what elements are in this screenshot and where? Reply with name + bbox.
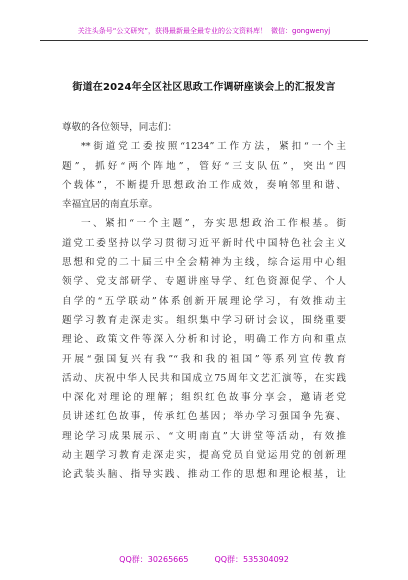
footer-qq-group-1: QQ群：30265665	[119, 555, 189, 564]
body-line: 题学习教育走深走实。组织集中学习研讨会议，围绕重要	[62, 314, 346, 326]
body-line: 论武装头脑、指导实践、推动工作的思想和理论根基，让	[62, 469, 346, 481]
body-line: 思想和党的二十届三中全会精神为主线，综合运用中心组	[62, 257, 346, 269]
header-promo	[0, 26, 408, 36]
body-line: 理论学习成果展示、“文明南直”大讲堂等活动，有效推	[62, 430, 346, 442]
body-line: 一、紧扣“一个主题”，夯实思想政治工作根基。街	[81, 218, 346, 230]
body-line: 动主题学习教育走深走实，提高党员自觉运用党的创新理	[62, 450, 346, 462]
body-line: 道党工委坚持以学习贯彻习近平新时代中国特色社会主义	[62, 237, 346, 249]
body-line: 领学、党支部研学、专题讲座导学、红色资源促学、个人	[62, 276, 346, 288]
footer-qq-group-2: QQ群：535304092	[214, 555, 289, 564]
body-line: 员讲述红色故事，传承红色基因；举办学习强国争先赛、	[62, 411, 346, 423]
body-line: **街道党工委按照“1234”工作方法，紧扣“一个主	[81, 141, 346, 153]
body-line: 开展“强国复兴有我”“我和我的祖国”等系列宣传教育	[62, 353, 346, 365]
document-body	[62, 118, 346, 485]
body-line: 自学的“五学联动”体系创新开展理论学习，有效推动主	[62, 295, 346, 307]
header-divider	[40, 40, 368, 41]
body-line: 题”，抓好“两个阵地”，管好“三支队伍”，突出“四	[62, 160, 346, 172]
body-line: 活动、庆祝中华人民共和国成立75周年文艺汇演等，在实践	[62, 372, 346, 384]
body-line: 理论、政策文件等深入分析和讨论，明确工作方向和重点	[62, 334, 346, 346]
body-line: 幸福宜居的南直乐章。	[62, 199, 158, 211]
header-promo-text: 关注头条号“公文研究”，获得最新最全最专业的公文资料库！	[77, 27, 268, 35]
footer-contact	[0, 554, 408, 565]
header-wechat: 微信：gongwenyj	[271, 27, 331, 35]
salutation-line: 尊敬的各位领导，同志们：	[62, 122, 178, 133]
document-title: 街道在2024年全区社区思政工作调研座谈会上的汇报发言	[72, 82, 336, 93]
body-line: 个载体”，不断提升思想政治工作成效，奏响邻里和谐、	[62, 179, 346, 191]
body-line: 中深化对理论的理解；组织红色故事分享会，邀请老党	[62, 392, 346, 404]
